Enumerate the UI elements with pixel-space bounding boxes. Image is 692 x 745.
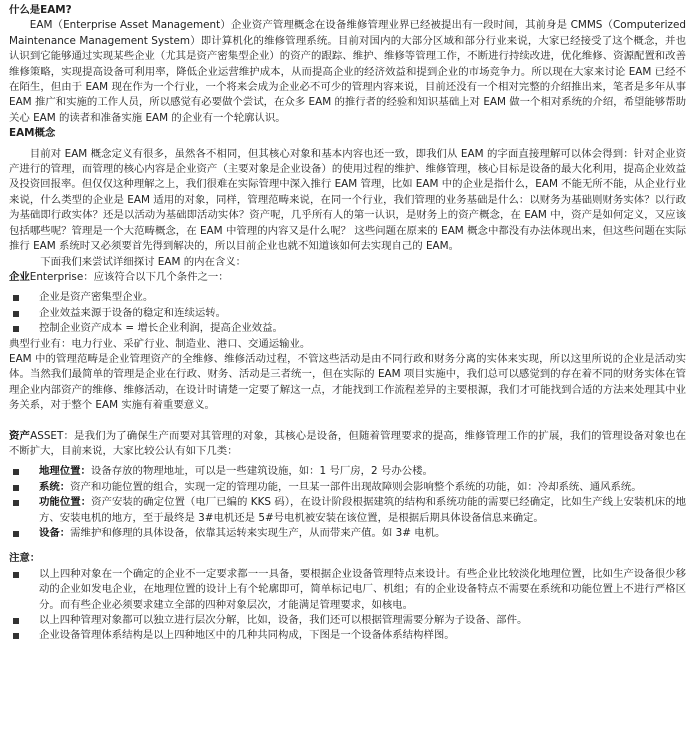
concept-paragraph: 目前对 EAM 概念定义有很多，虽然各不相同，但其核心对象和基本内容也还一致，即我们从 EAM 的字面直接理解可以体会得到：针对企业资产进行的管理，而管理的核心内容是企业资产（主要对象是企业设备）的使用过程的维护、维修管理，核心目标是设备的最大化利用，提高企业效益及投资回报率。但仅仅这种理解之上，我们很难在实际管理中深入推行 EAM 管理，比如 EAM 中的企业是指什么，EAM 不能无所不能，从企业行业来说，什么类型的企业是 EAM 适用的对象，同样，管理范畴来说，在同一个行业，我们管理的业务基础是什么：以财务为基础则财务实体？以行政为基础即行政实体？还是以活动为基础即活动实体？资产呢，几乎所有人的第一认识，是财务上的资产概念，在 EAM 中，资产是如何定义，又应该包括哪些呢？管理是一个大范畴概念，在 EAM 中管理的内容又是什么呢？ 这些问题在原来的 EAM 概念中都没有办法体现出来，但这些问题在实际推行 EAM 系统时又必须要首先得到解决的，所以目前企业也就不知道该如何去实现自己的 EAM。 bbox=[9, 147, 686, 253]
asset-definition bbox=[9, 429, 686, 460]
square-bullet-icon bbox=[13, 469, 19, 475]
asset-types-list bbox=[9, 464, 686, 541]
square-bullet-icon bbox=[13, 485, 19, 491]
enterprise-conditions-list bbox=[9, 290, 686, 336]
typical-industries: 典型行业有：电力行业、采矿行业、制造业、港口、交通运输业。 bbox=[9, 337, 311, 350]
try-paragraph: 下面我们来尝试详细探讨 EAM 的内在含义： bbox=[40, 255, 247, 268]
enterprise-label: 企业 bbox=[9, 270, 30, 283]
list-item: 企业效益来源于设备的稳定和连续运转。 bbox=[9, 306, 686, 321]
square-bullet-icon bbox=[13, 618, 19, 624]
list-item: 企业是资产密集型企业。 bbox=[9, 290, 686, 305]
list-item: 设备：需维护和修理的具体设备，依靠其运转来实现生产，从而带来产值。如 3# 电机。 bbox=[9, 526, 686, 541]
heading-what-is-eam: 什么是EAM? bbox=[9, 4, 72, 16]
note-list bbox=[9, 567, 686, 644]
asset-text: ASSET：是我们为了确保生产而要对其管理的对象，其核心是设备，但随着管理要求的提高，维修管理工作的扩展，我们的管理设备对象也在不断扩大，目前来说，大家比较公认有如下几类： bbox=[9, 429, 686, 457]
square-bullet-icon bbox=[13, 311, 19, 317]
square-bullet-icon bbox=[13, 633, 19, 639]
list-item: 系统：资产和功能位置的组合，实现一定的管理功能，一旦某一部件出现故障则会影响整个系统的功能，如：冷却系统、通风系统。 bbox=[9, 480, 686, 495]
list-item: 控制企业资产成本 = 增长企业利润，提高企业效益。 bbox=[9, 321, 686, 336]
list-item: 地理位置：设备存放的物理地址，可以是一些建筑设施，如：1 号厂房，2 号办公楼。 bbox=[9, 464, 686, 479]
asset-label: 资产 bbox=[9, 429, 31, 442]
square-bullet-icon bbox=[13, 295, 19, 301]
list-item: 以上四种对象在一个确定的企业不一定要求都一一具备，要根据企业设备管理特点来设计。有些企业比较淡化地理位置，比如生产设备很少移动的企业如发电企业，在地理位置的设计上有个轮廓即可，简单标记电厂、机组；有的企业设备特点不需要在系统和功能位置上不进行严格区分。而有些企业必须要求建立全部的四种对象层次，才能满足管理要求，如核电。 bbox=[9, 567, 686, 613]
list-item: 以上四种管理对象都可以独立进行层次分解，比如，设备，我们还可以根据管理需要分解为子设备、部件。 bbox=[9, 613, 686, 628]
scope-paragraph: EAM 中的管理范畴是企业管理资产的全维修、维修活动过程，不管这些活动是由不同行政和财务分离的实体来实现，所以这里所说的企业是活动实体。当然我们最简单的管理是企业在行政、财务、活动是三者统一，但在实际的 EAM 项目实施中，我们总可以感觉到的存在着不同的财务实体在管理企业内部资产的维修、维修活动，在设计时请楚一定要了解这一点，才能找到工作流程差异的主要根源，我们才可能找到合适的方法来处理其中业务关系，对于整个 EAM 实施有着重要意义。 bbox=[9, 352, 686, 412]
enterprise-text: Enterprise：应该符合以下几个条件之一： bbox=[29, 270, 229, 283]
square-bullet-icon bbox=[13, 500, 19, 506]
square-bullet-icon bbox=[13, 531, 19, 537]
list-item: 企业设备管理体系结构是以上四种地区中的几种共同构成，下图是一个设备体系结构样图。 bbox=[9, 628, 686, 643]
list-item: 功能位置：资产安装的确定位置（电厂已编的 KKS 码），在设计阶段根据建筑的结构和系统功能的需要已经确定，比如生产线上安装机床的地方、安装电机的地方，至于最终是 3#电机还是 5#号电机被安装在该位置，是根据后期具体设备信息来确定。 bbox=[9, 495, 686, 526]
enterprise-definition bbox=[9, 270, 686, 285]
square-bullet-icon bbox=[13, 326, 19, 332]
intro-paragraph: EAM（Enterprise Asset Management）企业资产管理概念在设备维修管理业界已经被提出有一段时间，其前身是 CMMS（Computerized Maintenance Management System）即计算机化的维修管理系统。目前对国内的大部分区域和部分行业来说，大家已经接受了这个概念，并也认识到它能够通过实现某些企业（尤其是资产密集型企业）的资产的跟踪、维护、维修等管理工作，不断进行持续改进，优化维修、资源配置和改善维修策略，实现提高设备可利用率，降低企业运营维护成本，从而提高企业的经济效益和提到企业的市场竞争力。所以现在大家来讨论 EAM 已经不在陌生，但由于 EAM 现在作为一个行业，一个将来会成为企业必不可少的管理内容来说，目前还没有一个相对完整的介绍推出来，笔者是多年从事 EAM 推广和实施的工作人员，所以感觉有必要做个尝试，在众多 EAM 的推行者的经验和知识基础上对 EAM 做一个相对系统的介绍，希望能够帮助关心 EAM 的读者和准备实施 EAM 的企业有一个轮廓认识。 bbox=[9, 19, 686, 124]
heading-eam-concept: EAM概念 bbox=[9, 127, 56, 140]
note-heading: 注意： bbox=[9, 552, 41, 565]
square-bullet-icon bbox=[13, 572, 19, 578]
